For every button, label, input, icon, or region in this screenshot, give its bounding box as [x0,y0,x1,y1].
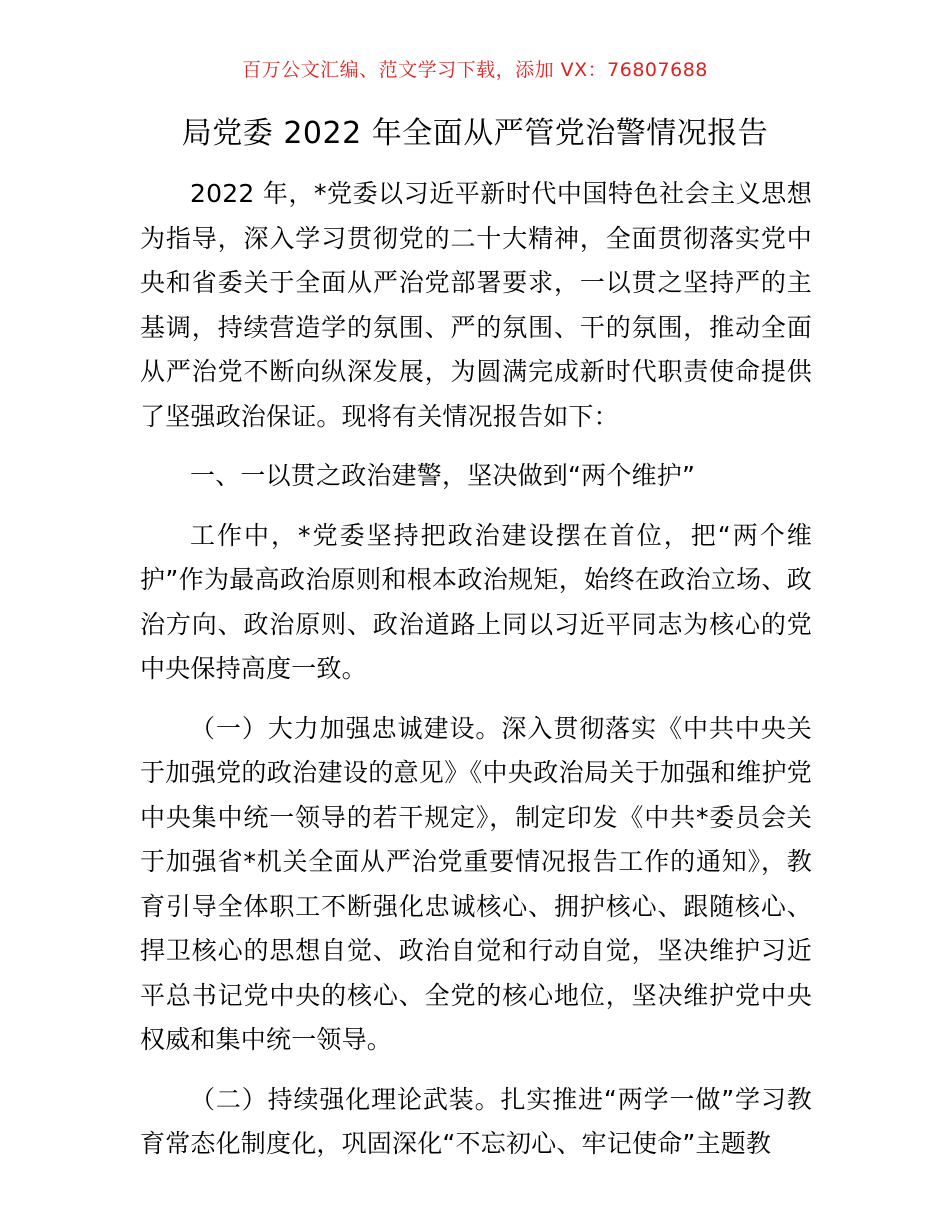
paragraph-subsection-2: （二）持续强化理论武装。扎实推进“两学一做”学习教育常态化制度化，巩固深化“不忘初心、牢记使命”主题教 [140,1084,812,1158]
paragraph-intro: 2022 年，*党委以习近平新时代中国特色社会主义思想为指导，深入学习贯彻党的二十大精神，全面贯彻落实党中央和省委关于全面从严治党部署要求，一以贯之坚持严的主基调，持续营造学的氛围、严的氛围、干的氛围，推动全面从严治党不断向纵深发展，为圆满完成新时代职责使命提供了坚强政治保证。现将有关情况报告如下： [140,179,812,431]
section-heading-1: 一、一以贯之政治建警，坚决做到“两个维护” [190,461,696,490]
paragraph-subsection-1: （一）大力加强忠诚建设。深入贯彻落实《中共中央关于加强党的政治建设的意见》《中央政治局关于加强和维护党中央集中统一领导的若干规定》，制定印发《中共*委员会关于加强省*机关全面从严治党重要情况报告工作的通知》，教育引导全体职工不断强化忠诚核心、拥护核心、跟随核心、捍卫核心的思想自觉、政治自觉和行动自觉，坚决维护习近平总书记党中央的核心、全党的核心地位，坚决维护党中央权威和集中统一领导。 [140,713,812,1054]
page-title: 局党委 2022 年全面从严管党治警情况报告 [181,116,769,151]
header-notice: 百万公文汇编、范文学习下载，添加 VX：76807688 [242,59,708,81]
document-body [140,172,812,1182]
paragraph-section-1: 工作中，*党委坚持把政治建设摆在首位，把“两个维护”作为最高政治原则和根本政治规矩，始终在政治立场、政治方向、政治原则、政治道路上同以习近平同志为核心的党中央保持高度一致。 [140,520,812,683]
